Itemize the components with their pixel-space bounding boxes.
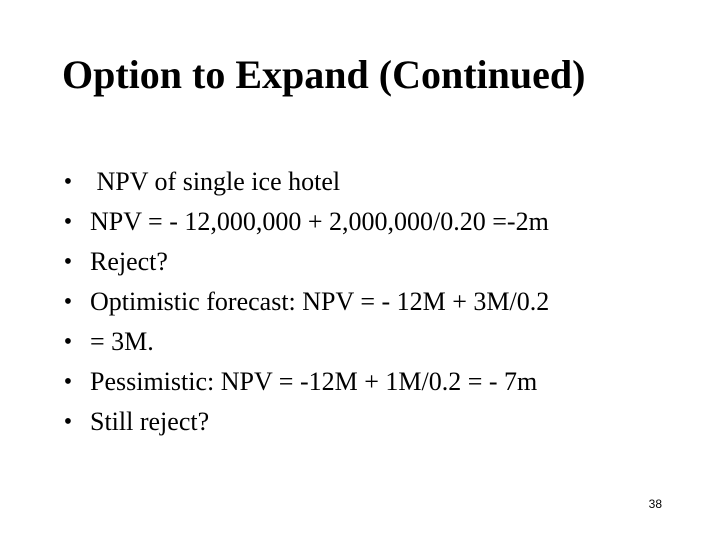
bullet-icon: • (63, 329, 73, 355)
bullet-icon: • (63, 409, 73, 435)
slide-title: Option to Expand (Continued) (62, 52, 586, 97)
bullet-icon: • (63, 209, 73, 235)
page-number: 38 (648, 497, 662, 511)
bullet-text: Optimistic forecast: NPV = - 12M + 3M/0.2 (90, 287, 550, 316)
bullet-text: Pessimistic: NPV = -12M + 1M/0.2 = - 7m (90, 367, 538, 396)
bullet-icon: • (63, 289, 73, 315)
bullet-icon: • (63, 249, 73, 275)
bullet-text: = 3M. (90, 327, 154, 356)
bullet-icon: • (63, 369, 73, 395)
bullet-icon: • (63, 169, 73, 195)
bullet-text: NPV of single ice hotel (90, 167, 341, 196)
bullet-text: Still reject? (90, 407, 210, 436)
bullet-text: Reject? (90, 247, 168, 276)
bullet-text: NPV = - 12,000,000 + 2,000,000/0.20 =-2m (90, 207, 549, 236)
